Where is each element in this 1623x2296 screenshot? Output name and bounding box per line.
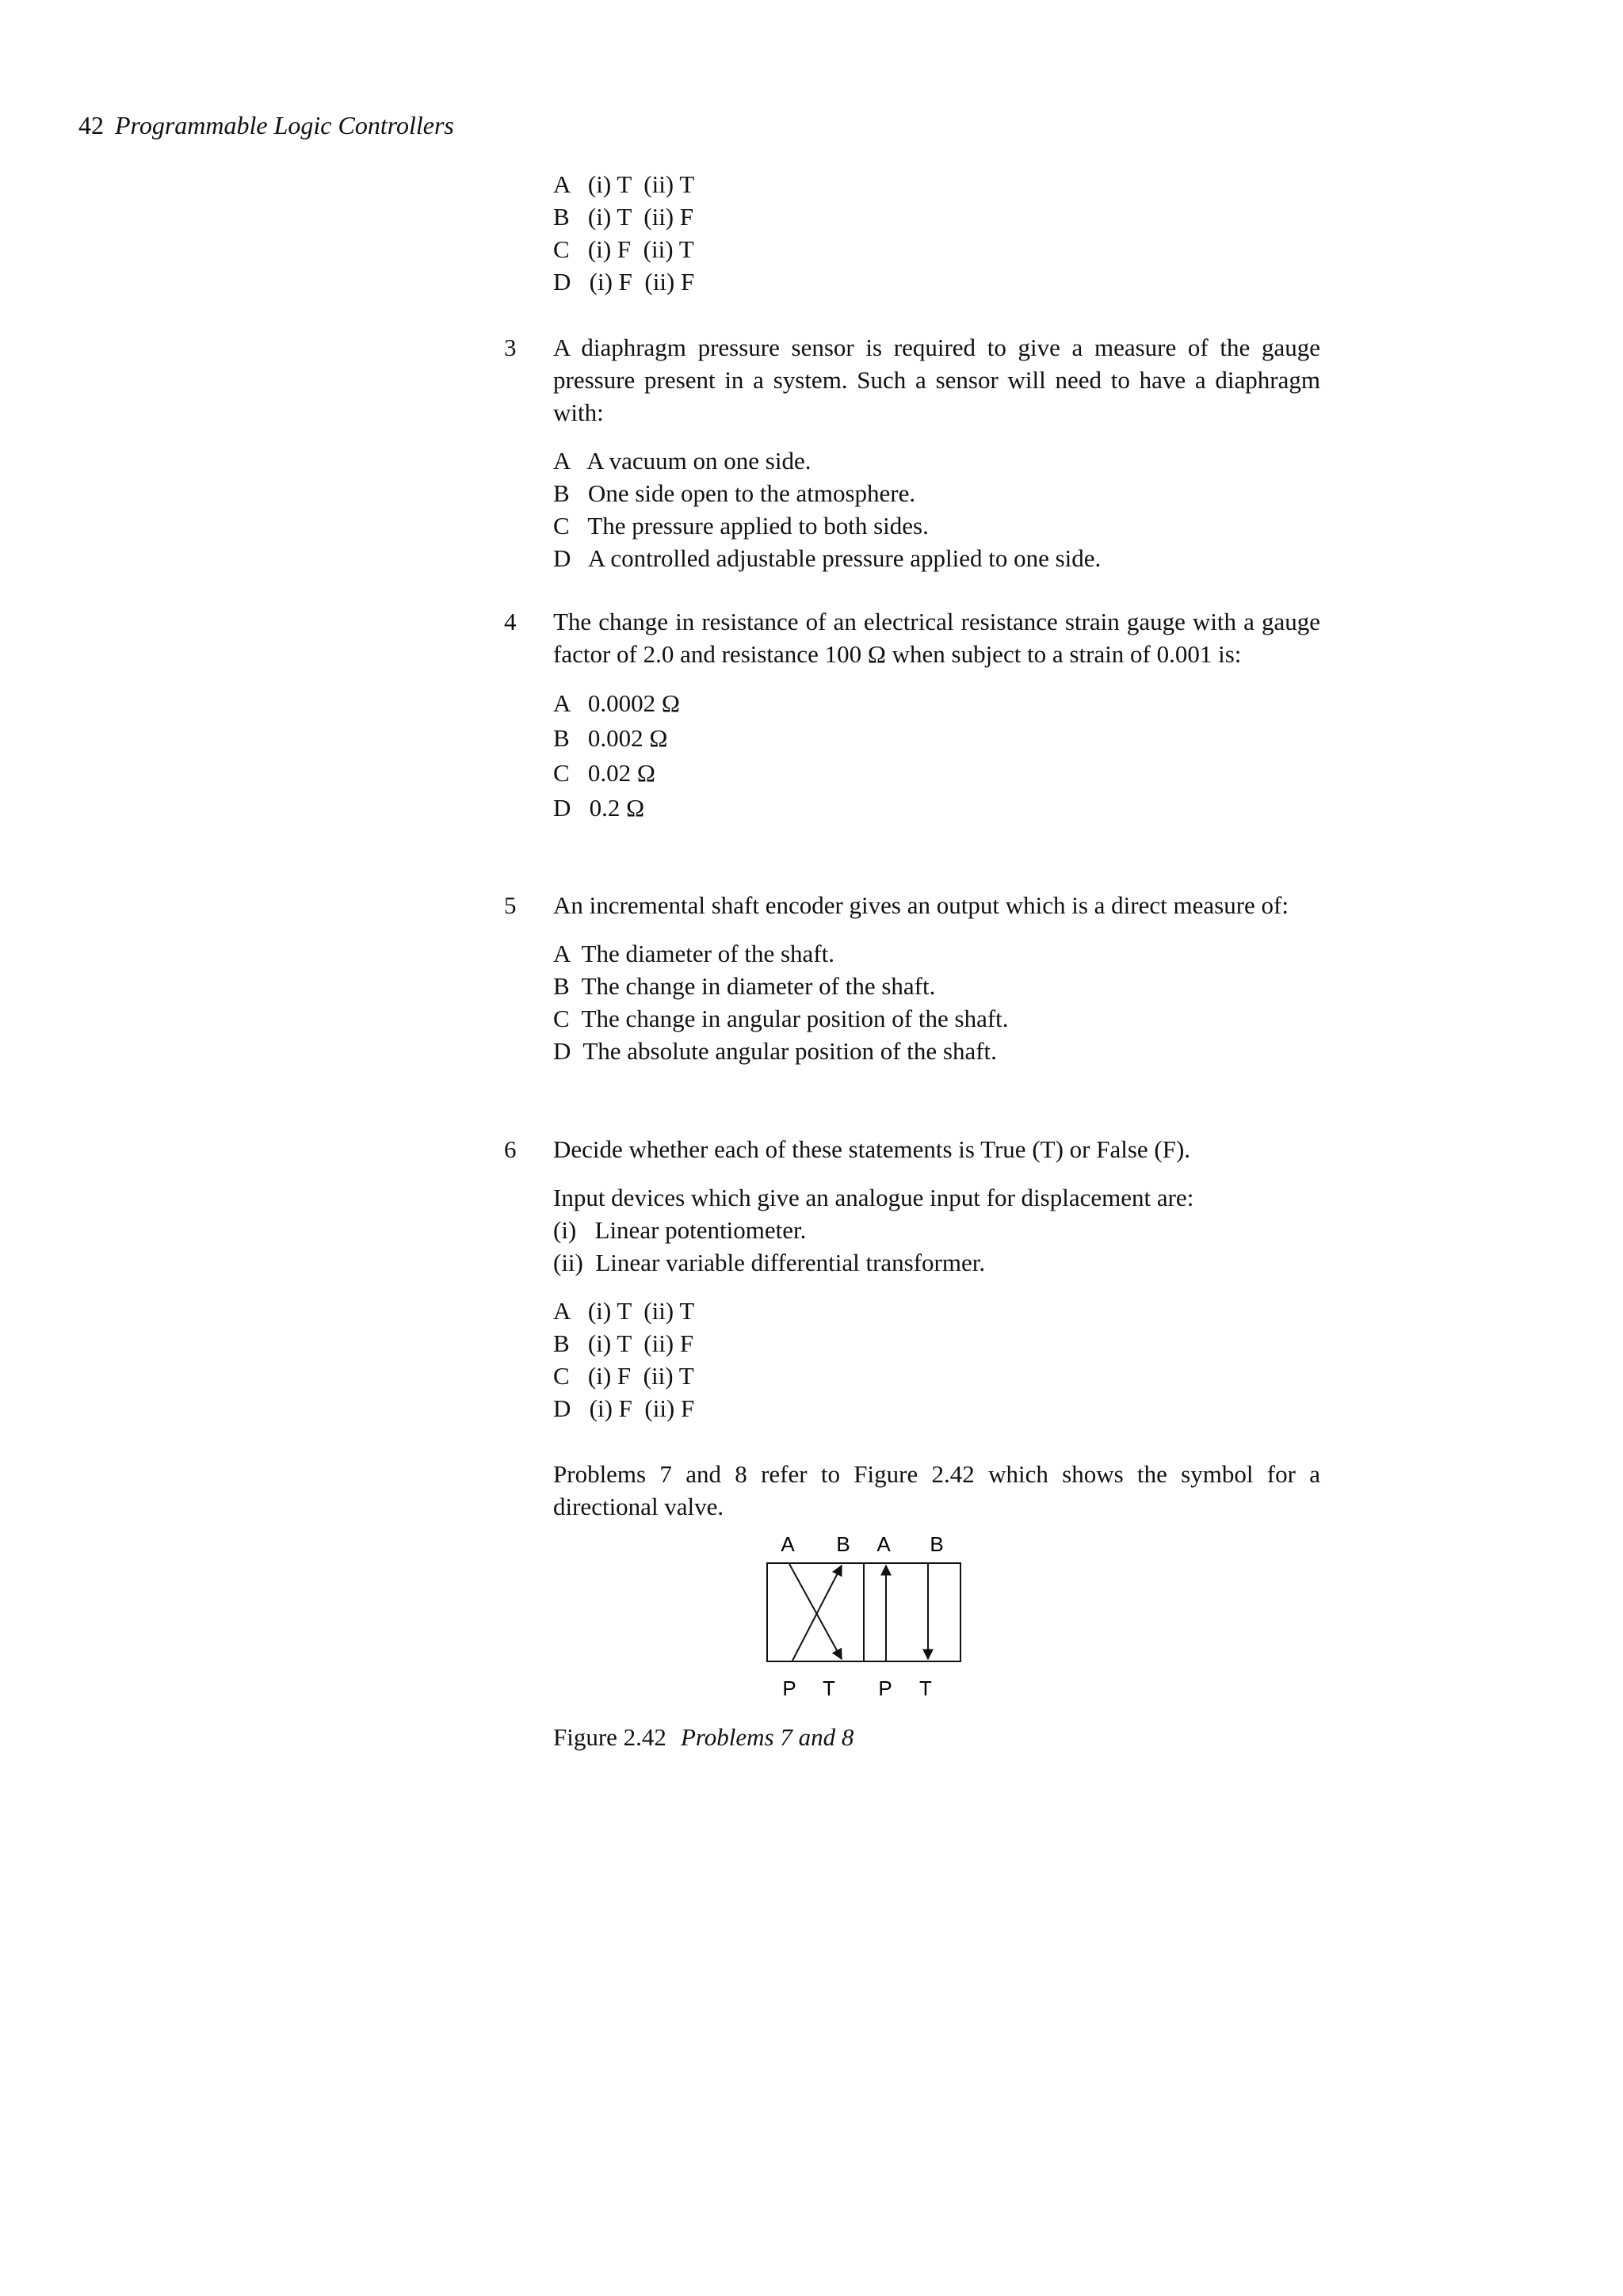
option: D 0.2 Ω: [553, 794, 645, 822]
option: D (i) F (ii) F: [553, 1394, 695, 1422]
option: A A vacuum on one side.: [553, 447, 812, 475]
running-header: [78, 109, 454, 142]
question-4: [553, 605, 1320, 826]
directional-valve-figure: [759, 1520, 965, 1702]
option: D A controlled adjustable pressure applied to one side.: [553, 544, 1102, 572]
option: A 0.0002 Ω: [553, 689, 680, 717]
question-number: 4: [504, 608, 517, 635]
port-label-p-right: P: [878, 1676, 892, 1700]
port-label-t-left: T: [823, 1676, 835, 1700]
option: B The change in diameter of the shaft.: [553, 972, 936, 1000]
question-6: [553, 1133, 1320, 1425]
statement: (ii) Linear variable differential transformer.: [553, 1249, 986, 1276]
option: B One side open to the atmosphere.: [553, 479, 916, 507]
option: C (i) F (ii) T: [553, 235, 694, 263]
question-text: Decide whether each of these statements is True (T) or False (F).: [553, 1135, 1191, 1163]
option: A (i) T (ii) T: [553, 170, 695, 198]
option: C (i) F (ii) T: [553, 1362, 694, 1390]
question-intro: Input devices which give an analogue input for displacement are:: [553, 1184, 1194, 1211]
question-text: A diaphragm pressure sensor is required to give a measure of the gauge pressure present in a system. Such a sensor will need to have a diaphragm with:: [553, 334, 1320, 426]
option: C The pressure applied to both sides.: [553, 512, 929, 540]
question-5: [553, 889, 1320, 1067]
figure-caption-label: Figure 2.42: [553, 1723, 666, 1751]
statement: (i) Linear potentiometer.: [553, 1216, 807, 1244]
flow-arrow-p-to-b: [789, 1564, 842, 1659]
book-title: Programmable Logic Controllers: [115, 111, 454, 139]
question-text: The change in resistance of an electrical resistance strain gauge with a gauge factor of 2.0 and resistance 100 Ω when subject to a strain of 0.001 is:: [553, 608, 1320, 668]
option: B (i) T (ii) F: [553, 1329, 694, 1357]
port-label-b-right: B: [930, 1532, 944, 1556]
problems-intro: [553, 1458, 1320, 1523]
valve-symbol-diagram: [759, 1520, 965, 1702]
option: A The diameter of the shaft.: [553, 940, 834, 967]
port-label-p-left: P: [782, 1676, 796, 1700]
problems-intro-text: Problems 7 and 8 refer to Figure 2.42 which shows the symbol for a directional valve.: [553, 1460, 1320, 1520]
valve-box-parallel: [864, 1563, 960, 1661]
figure-caption-text: Problems 7 and 8: [680, 1723, 854, 1751]
option: A (i) T (ii) T: [553, 1297, 695, 1325]
port-label-b-left: B: [836, 1532, 850, 1556]
option: C The change in angular position of the shaft.: [553, 1005, 1009, 1032]
option: B 0.002 Ω: [553, 724, 668, 752]
option: D The absolute angular position of the shaft.: [553, 1037, 997, 1065]
option: B (i) T (ii) F: [553, 203, 694, 231]
question-3: [553, 331, 1320, 574]
page-number: 42: [78, 111, 104, 139]
option: D (i) F (ii) F: [553, 268, 695, 296]
option: C 0.02 Ω: [553, 759, 655, 787]
question-number: 5: [504, 891, 517, 919]
port-label-a-right: A: [876, 1532, 891, 1556]
port-label-a-left: A: [781, 1532, 795, 1556]
figure-caption: [553, 1721, 854, 1753]
q2-options: [553, 168, 1320, 298]
question-number: 6: [504, 1135, 517, 1163]
port-label-t-right: T: [919, 1676, 932, 1700]
question-text: An incremental shaft encoder gives an output which is a direct measure of:: [553, 891, 1289, 919]
question-number: 3: [504, 334, 517, 361]
